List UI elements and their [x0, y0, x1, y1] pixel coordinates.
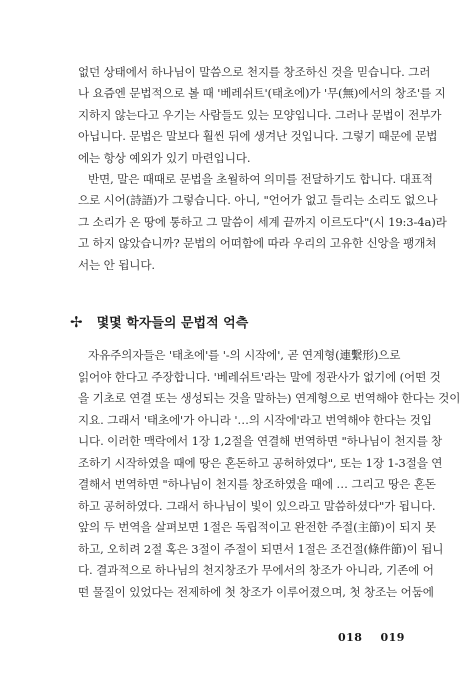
text-line: 다. 결과적으로 하나님의 천지창조가 무에서의 창조가 아니라, 기존에 어	[78, 563, 434, 577]
text-line: 그 소리가 온 땅에 통하고 그 말씀이 세계 끝까지 이르도다"(시 19:3-4a)라	[78, 214, 447, 229]
text-line: 떤 물질이 있었다는 전제하에 첫 창조가 이루어졌으며, 첫 창조는 어둠에	[78, 584, 434, 599]
cross-icon: ✢	[70, 312, 83, 331]
text-line: 나 요즘엔 문법적으로 볼 때 '베레쉬트'(태초에)가 '무(無)에서의 창조'를 지	[78, 86, 446, 101]
text-line: 아닙니다. 문법은 말보다 훨씬 뒤에 생겨난 것입니다. 그렇기 때문에 문법	[78, 129, 438, 144]
text-line: 하고 공허하였다. 그래서 하나님이 빛이 있으라고 말씀하셨다"가 됩니다.	[78, 498, 436, 513]
left-page-number: 018	[338, 631, 363, 644]
text-line: 으로 시어(詩語)가 그렇습니다. 아니, "언어가 없고 들리는 소리도 없으나	[78, 193, 438, 208]
text-line: 없던 상태에서 하나님이 말씀으로 천지를 창조하신 것을 믿습니다. 그러	[78, 65, 431, 79]
text-line: 서는 안 됩니다.	[78, 257, 155, 272]
text-line: 조하기 시작하였을 때에 땅은 혼돈하고 공허하였다", 또는 1장 1-3절을 연	[78, 455, 443, 470]
text-line: 에는 항상 예외가 있기 마련입니다.	[78, 150, 251, 165]
text-line: 니다. 이러한 맥락에서 1장 1,2절을 연결해 번역하면 "하나님이 천지를 창	[78, 434, 443, 448]
text-line: 앞의 두 번역을 살펴보면 1절은 독립적이고 완전한 주절(主節)이 되지 못	[78, 520, 436, 534]
text-line: 반면, 말은 때때로 문법을 초월하여 의미를 전달하기도 합니다. 대표적	[88, 172, 433, 186]
text-line: 하고, 오히려 2절 혹은 3절이 주절이 되면서 1절은 조건절(條件節)이 됩니	[78, 541, 444, 556]
section-heading	[70, 312, 248, 331]
text-line: 자유주의자들은 '태초에'를 '-의 시작에', 곧 연계형(連繫形)으로	[88, 348, 401, 362]
text-line: 결해서 번역하면 "하나님이 천지를 창조하였을 때에 … 그리고 땅은 혼돈	[78, 477, 436, 491]
text-line: 지요. 그래서 '태초에'가 아니라 '…의 시작에'라고 번역해야 한다는 것입	[78, 412, 432, 427]
section-heading-text: 몇몇 학자들의 문법적 억측	[96, 316, 249, 331]
text-line: 읽어야 한다고 주장합니다. '베레쉬트'라는 말에 정관사가 없기에 (어떤 것	[78, 369, 441, 384]
text-line: 을 기초로 연결 또는 생성되는 것을 말하는) 연계형으로 번역해야 한다는 것이	[78, 391, 461, 405]
text-line: 고 하지 않았습니까? 문법의 어떠함에 따라 우리의 고유한 신앙을 팽개쳐	[78, 236, 437, 251]
right-page-number: 019	[380, 631, 405, 644]
text-line: 지하지 않는다고 우기는 사람들도 있는 모양입니다. 그러나 문법이 전부가	[78, 107, 442, 122]
page-numbers	[338, 631, 405, 644]
